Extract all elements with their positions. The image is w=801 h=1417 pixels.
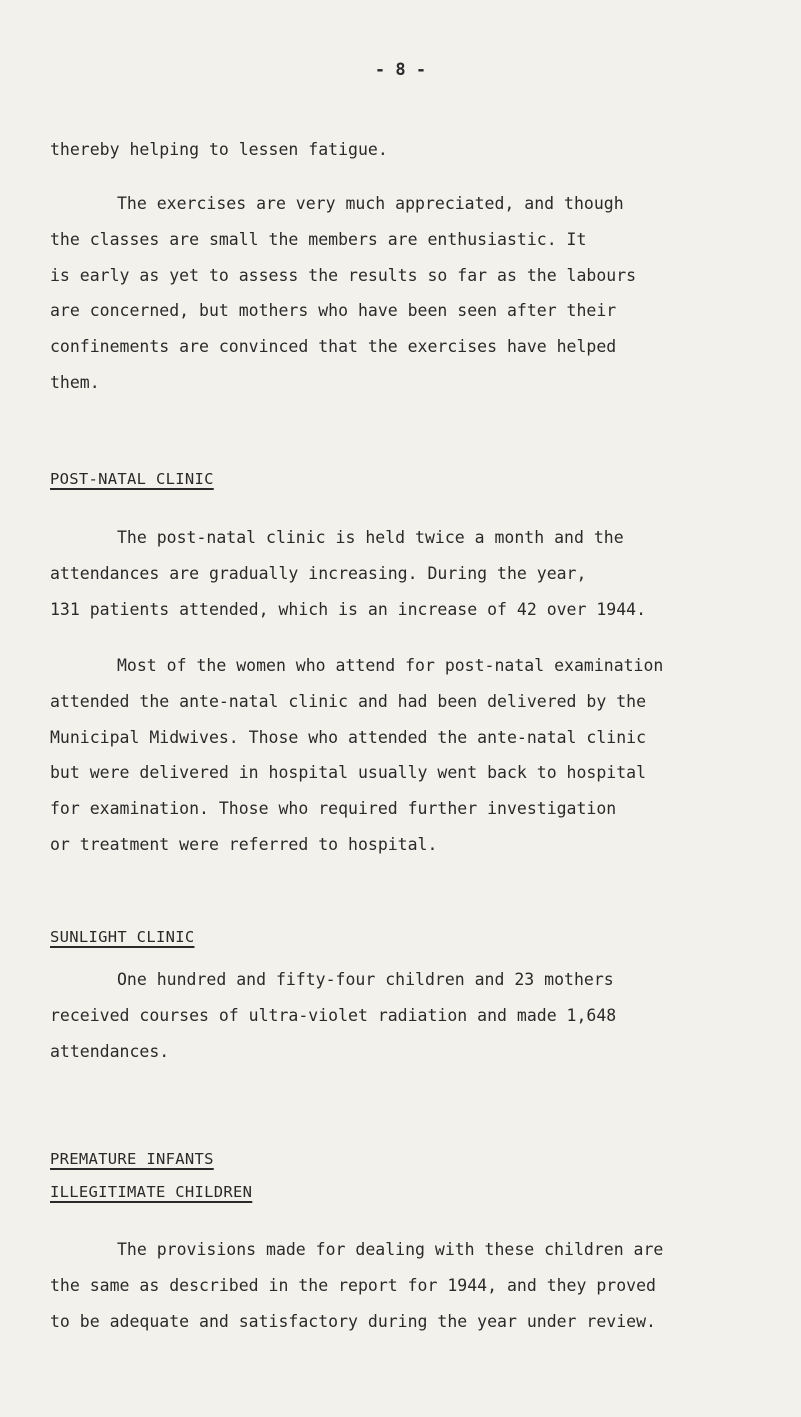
text-line: the classes are small the members are enthusiastic. It xyxy=(50,229,587,249)
text-line: are concerned, but mothers who have been seen after their xyxy=(50,301,617,321)
text-line: but were delivered in hospital usually went back to hospital xyxy=(50,763,647,783)
sunlight-paragraph xyxy=(50,962,770,1069)
text-line: The provisions made for dealing with these children are xyxy=(117,1240,664,1259)
post-natal-paragraph-1 xyxy=(50,520,770,627)
text-line: to be adequate and satisfactory during the year under review. xyxy=(50,1311,656,1331)
text-line: Most of the women who attend for post-natal examination xyxy=(117,656,664,675)
text-line: for examination. Those who required further investigation xyxy=(50,799,617,819)
text-line: Municipal Midwives. Those who attended the ante-natal clinic xyxy=(50,727,647,747)
text-line: received courses of ultra-violet radiation and made 1,648 xyxy=(50,1005,617,1025)
heading-illegitimate-children: ILLEGITIMATE CHILDREN xyxy=(50,1183,253,1201)
text-line: thereby helping to lessen fatigue. xyxy=(50,140,388,159)
heading-premature-infants: PREMATURE INFANTS xyxy=(50,1150,214,1168)
exercises-paragraph xyxy=(50,186,770,401)
text-line: or treatment were referred to hospital. xyxy=(50,834,438,854)
post-natal-paragraph-2 xyxy=(50,648,770,863)
intro-paragraph xyxy=(50,132,770,168)
text-line: confinements are convinced that the exercises have helped xyxy=(50,337,617,357)
heading-post-natal-clinic: POST-NATAL CLINIC xyxy=(50,470,214,488)
text-line: them. xyxy=(50,372,100,392)
text-line: attended the ante-natal clinic and had been delivered by the xyxy=(50,691,647,711)
text-line: 131 patients attended, which is an increase of 42 over 1944. xyxy=(50,599,647,619)
heading-sunlight-clinic: SUNLIGHT CLINIC xyxy=(50,928,195,946)
text-line: the same as described in the report for 1944, and they proved xyxy=(50,1275,656,1295)
text-line: The exercises are very much appreciated, and though xyxy=(117,194,624,213)
page-number: - 8 - xyxy=(374,60,427,80)
text-line: attendances. xyxy=(50,1041,170,1061)
text-line: The post-natal clinic is held twice a month and the xyxy=(117,528,624,547)
text-line: is early as yet to assess the results so far as the labours xyxy=(50,265,637,285)
text-line: attendances are gradually increasing. During the year, xyxy=(50,563,587,583)
illegitimate-paragraph xyxy=(50,1232,770,1339)
text-line: One hundred and fifty-four children and 23 mothers xyxy=(117,970,614,989)
